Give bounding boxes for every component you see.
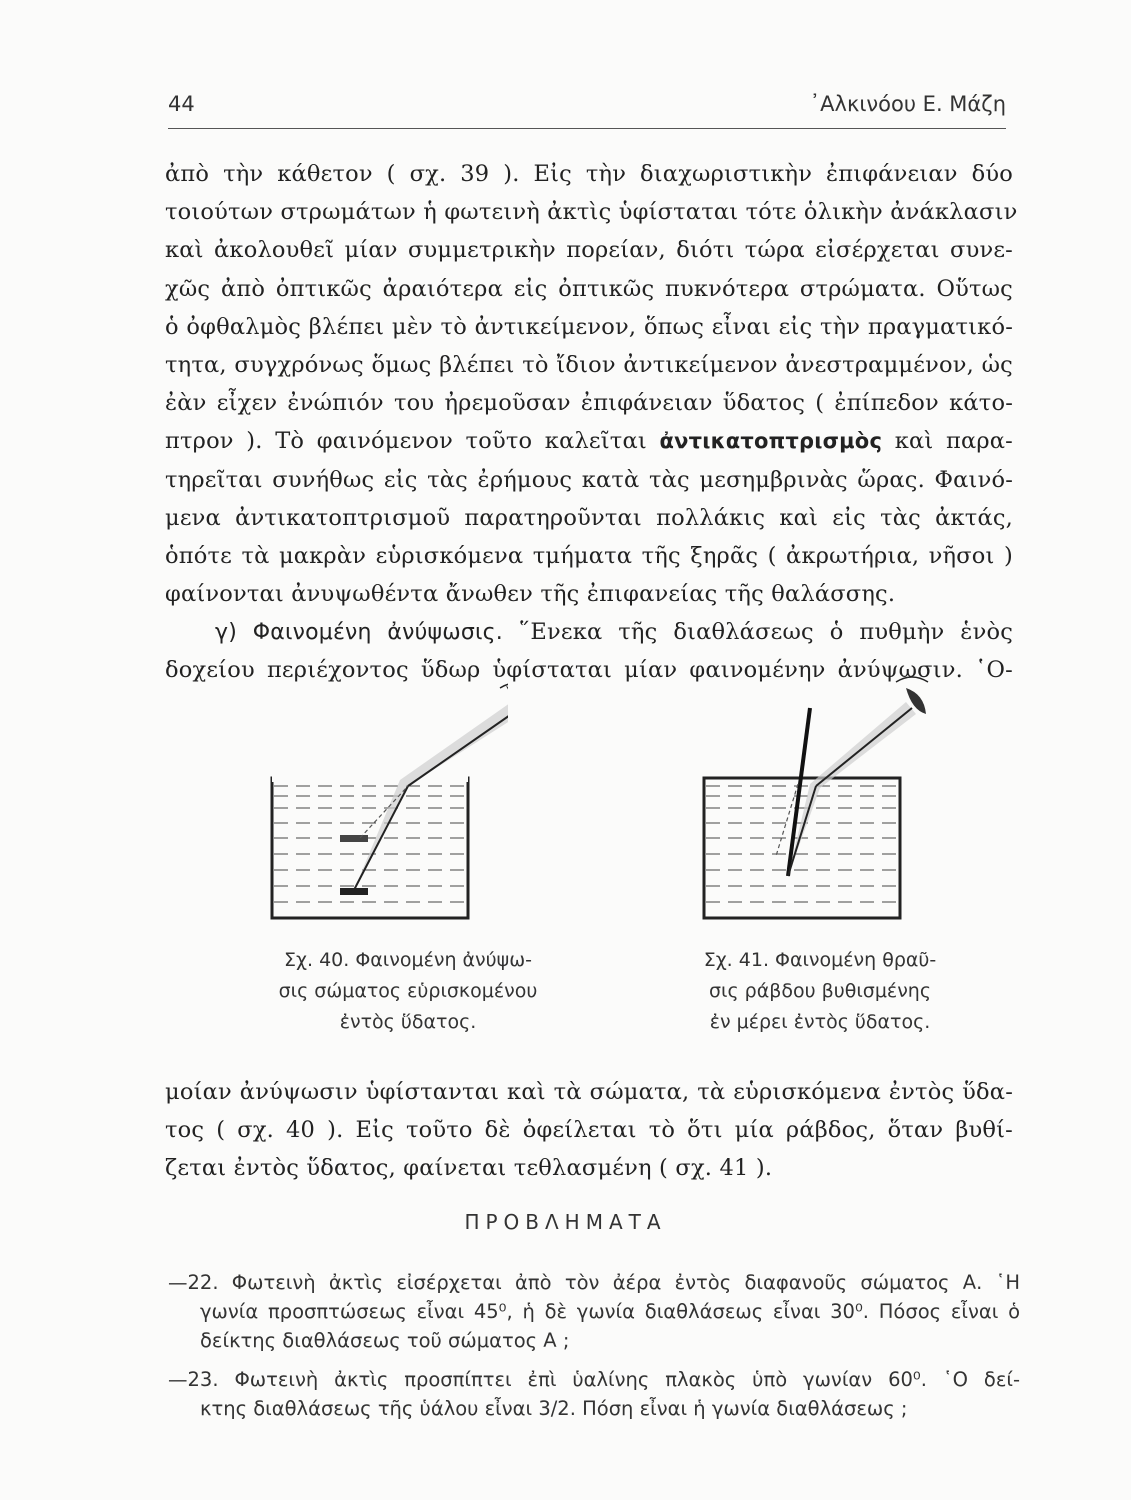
problems-list [168,1268,1020,1423]
figure-40-caption [258,945,558,1038]
problem-23 [168,1365,1020,1423]
paragraph-1 [165,155,1018,690]
text-line: ζεται ἐντὸς ὕδατος, φαίνεται τεθλασμένη ( σχ. 41 ). [165,1155,773,1182]
water-lines [274,786,466,902]
ray-in-air [816,708,912,786]
figure-40-diagram [268,668,508,928]
text-line [165,422,1013,460]
text-line: τος ( σχ. 40 ). Εἰς τοῦτο δὲ ὀφείλεται τὸ ὅτι μία ράβδος, ὅταν βυθί- [165,1117,1013,1144]
caption-line: Σχ. 41. Φαινομένη θραῦ- [703,949,937,971]
caption-line: ἐν μέρει ἐντὸς ὕδατος. [709,1011,931,1033]
text-line: ἐὰν εἶχεν ἐνώπιόν του ἠρεμοῦσαν ἐπιφάνειαν ὕδατος ( ἐπίπεδον κάτο- [165,390,1013,417]
text-line [165,613,1013,651]
caption-line: Σχ. 40. Φαινομένη ἀνύψω- [284,949,532,971]
problem-line: —23. Φωτεινὴ ἀκτὶς προσπίπτει ἐπὶ ὑαλίνης πλακὸς ὑπὸ γωνίαν 60⁰. ῾Ο δεί- [168,1368,1020,1391]
header-rule [168,128,1006,129]
caption-line: σις σώματος εὑρισκομένου [278,980,538,1002]
running-head: ᾿Αλκινόου Ε. Μάζη [809,92,1006,116]
text-line: ἀπὸ τὴν κάθετον ( σχ. 39 ). Εἰς τὴν διαχωριστικὴν ἐπιφάνειαν δύο [165,161,1013,187]
vessel-top-gap [272,776,468,782]
text-line: τοιούτων στρωμάτων ἡ φωτεινὴ ἀκτὶς ὑφίσταται τότε ὁλικὴν ἀνάκλασιν [165,199,1018,226]
container-vessel [704,778,900,918]
problems-title: ΠΡΟΒΛΗΜΑΤΑ [464,1210,667,1234]
bold-term: ἀντικατοπτρισμὸς [659,429,883,454]
apparent-object [340,835,368,842]
text-line: φαίνονται ἀνυψωθέντα ἄνωθεν τῆς ἐπιφανείας τῆς θαλάσσης. [165,581,896,608]
figure-41-diagram [700,668,940,928]
page-number: 44 [168,92,195,116]
container-vessel [272,776,468,918]
problem-line: δείκτης διαθλάσεως τοῦ σώματος Α ; [200,1329,570,1352]
page-header [168,92,1006,124]
caption-line: σις ράβδου βυθισμένης [708,980,932,1002]
text-line: μενα ἀντικατοπτρισμοῦ παρατηροῦνται πολλάκις καὶ εἰς τὰς ἀκτάς, [165,504,1013,531]
paragraph-2 [165,1073,1013,1188]
text-line: τητα, συγχρόνως ὅμως βλέπει τὸ ἴδιον ἀντικείμενον ἀνεστραμμένον, ὡς [165,351,1013,378]
rod [788,708,810,876]
vessel-outline [704,778,900,918]
text-fragment: πτρον ). Τὸ φαινόμενον τοῦτο καλεῖται [165,428,647,455]
water-lines [706,786,898,902]
text-fragment: ῞Ενεκα τῆς διαθλάσεως ὁ πυθμὴν ἑνὸς [518,619,1013,646]
problem-line: κτης διαθλάσεως τῆς ὑάλου εἶναι 3/2. Πόση εἶναι ἡ γωνία διαθλάσεως ; [200,1397,908,1420]
problem-22 [168,1268,1020,1355]
text-line: ὁπότε τὰ μακρὰν εὑρισκόμενα τμήματα τῆς ξηρᾶς ( ἀκρωτήρια, νῆσοι ) [165,542,1013,569]
vessel-outline [272,778,468,918]
text-line: τηρεῖται συνήθως εἰς τὰς ἐρήμους κατὰ τὰς μεσημβρινὰς ὥρας. Φαινό- [165,466,1013,493]
text-fragment: καὶ παρα- [894,428,1013,455]
text-line: χῶς ἀπὸ ὀπτικῶς ἀραιότερα εἰς ὀπτικῶς πυκνότερα στρώματα. Οὕτως [165,275,1013,302]
caption-line: ἐντὸς ὕδατος. [339,1011,477,1033]
problem-line: —22. Φωτεινὴ ἀκτὶς εἰσέρχεται ἀπὸ τὸν ἀέρα ἐντὸς διαφανοῦς σώματος Α. ῾Η [168,1271,1020,1294]
section-heading: γ) Φαινομένη ἀνύψωσις. [215,620,503,646]
text-line: ὁ ὀφθαλμὸς βλέπει μὲν τὸ ἀντικείμενον, ὅπως εἶναι εἰς τὴν πραγματικό- [165,313,1013,340]
text-line: μοίαν ἀνύψωσιν ὑφίστανται καὶ τὰ σώματα, τὰ εὑρισκόμενα ἐντὸς ὕδα- [165,1079,1013,1105]
text-line: καὶ ἀκολουθεῖ μίαν συμμετρικὴν πορείαν, διότι τώρα εἰσέρχεται συνε- [165,237,1013,264]
problem-line: γωνία προσπτώσεως εἶναι 45⁰, ἡ δὲ γωνία διαθλάσεως εἶναι 30⁰. Πόσος εἶναι ὁ [200,1300,1020,1323]
light-beam [354,696,508,890]
figure-41-caption [690,945,950,1038]
text-line: δοχείου περιέχοντος ὕδωρ ὑφίσταται μίαν φαινομένην ἀνύψωσιν. ῾Ο- [165,657,1013,684]
